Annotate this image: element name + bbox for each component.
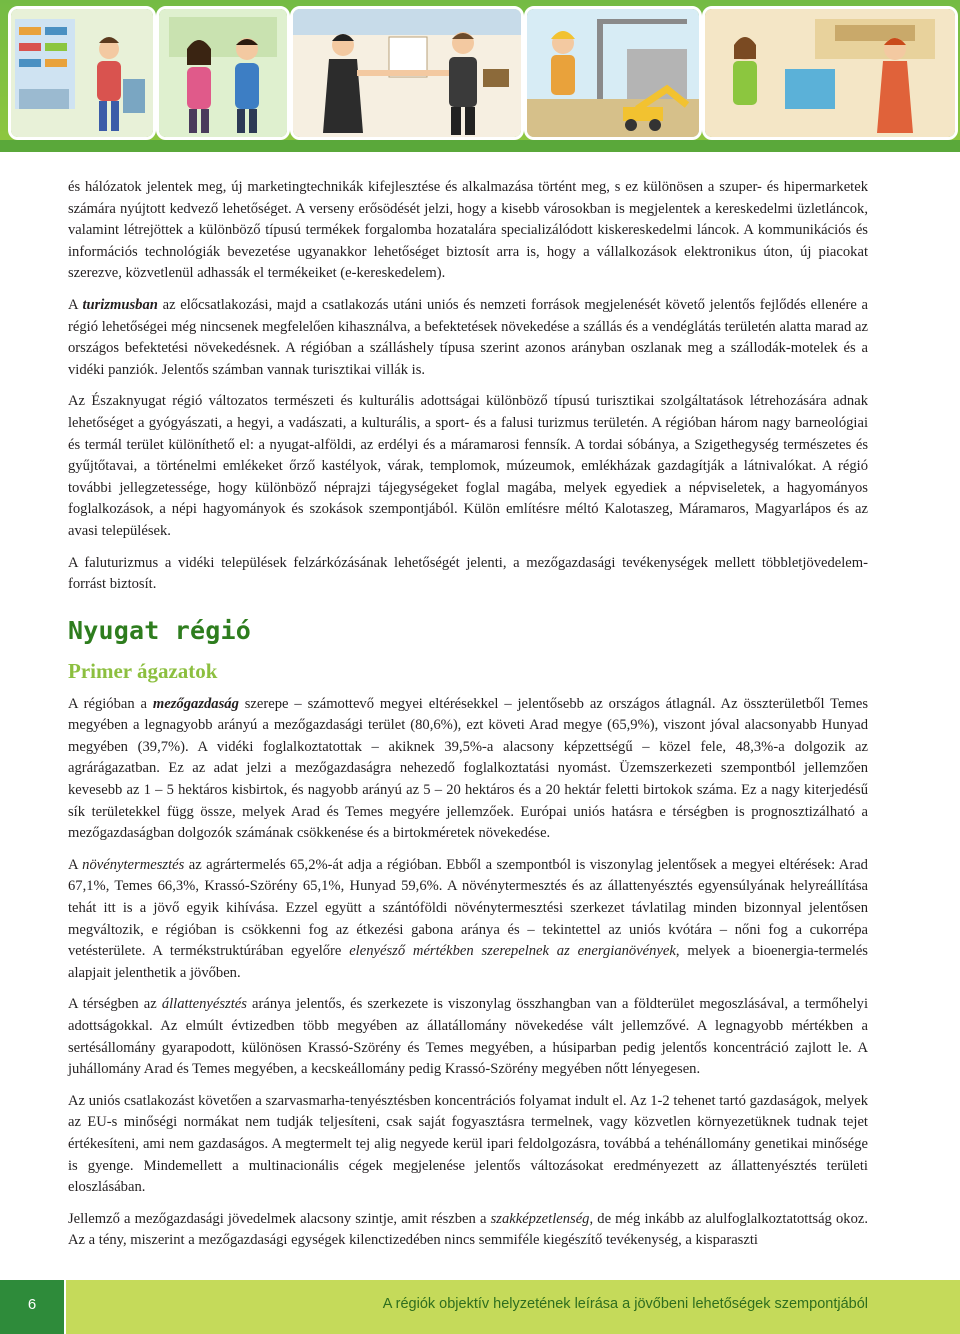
text-span: A (68, 296, 83, 313)
business-panel-illustration (290, 6, 524, 140)
term-energianovenyek: elenyésző mértékben szerepelnek az energianövények (349, 943, 676, 960)
term-novenytermesztes: növénytermesztés (82, 856, 185, 873)
construction-panel-illustration (524, 6, 702, 140)
construction-site-icon (527, 9, 699, 137)
shop-scene-icon (11, 9, 153, 137)
paragraph-commerce: és hálózatok jelentek meg, új marketingtechnikák kifejlesztése és alkalmazása történt meg, s ez különösen a szuper- és hipermarketek számára nyújtott kedvező lehetőséget. A verseny erősödését jelzi, hogy a kisebb városokban is megjelentek a kereskedelmi üzletláncok, valamint létrejöttek a különböző típusú termékek forgalomba hozatalára specializálódott kiskereskedelmi láncok. A kommunikációs és információs technológiák bevezetése ugyanakkor lehetőséget biztosít arra is, hogy a vállalkozások elektronikus úton, új piacokat szerezve, közvetlenül adhassák el termékeiket (e-kereskedelem). (68, 179, 868, 282)
header-illustration (0, 0, 960, 140)
text-span: az agrártermelés 65,2%-át adja a régióban. Ebből a szempontból is viszonylag jelentősek a megyei eltérések: Arad 67,1%, Temes 66,3%, Krassó-Szörény 65,1%, Hunyad 59,6%. A növénytermesztés és az állattenyésztés egyensúlyának helyreállítása tehát itt is a jövő egyik kihívása. Ezzel együtt a szántóföldi növénytermesztési szerkezet távlatilag minden bizonnyal jelentősen megváltozik, e régióban is csökkenni fog az étkezési gabona aránya és – tekintettel az uniós kvótára – nőni fog a cukorrépa vetésterülete. A termékstruktúrában egyelőre (68, 856, 868, 960)
couple-scene-icon (159, 9, 287, 137)
text-span: , melyek a bioenergia-termelés alapjait jelenthetik a jövőben. (68, 943, 868, 981)
subsection-heading-primary: Primer ágazatok (68, 658, 218, 683)
term-turizmus: turizmusban (82, 296, 158, 313)
text-span: az előcsatlakozási, majd a csatlakozás utáni uniós és nemzeti források megjelenését követő jelentős fejlődés ellenére a régió lehetőségei még nincsenek megfelelően kihasználva, a befektetések növekedése a szállás és a vendéglátás területén alatta marad az országos befektetési növekedésnek. A régióban a szálláshely típusa szerint azonos arányban oszlanak meg a szállodák-motelek és a vidéki panziók. Jelentős számban vannak turisztikai villák is. (68, 296, 868, 378)
paragraph-cattle: Az uniós csatlakozást követően a szarvasmarha-tenyésztésben koncentrációs folyamat indult el. Az 1-2 tehenet tartó gazdaságok, melyek az EU-s minőségi normákat nem tudják teljesíteni, csak saját fogyasztásra termelnek, vagy közvetlen környezetüknek tudnak tejet értékesíteni, ami nem gazdaságos. A megtermelt tej alig negyede kerül ipari feldolgozásra, továbbá a tehénállomány genetikai minősége is gyenge. Mindemellett a multinacionális cégek megjelenése jelentős változásokat eredményezett az állattenyésztés területi eloszlásában. (68, 1092, 868, 1196)
couple-panel-illustration (156, 6, 290, 140)
text-span: , de még inkább az alulfoglalkoztatottság okoz. Az a tény, miszerint a mezőgazdasági egységek kilenctizedében nincs semmiféle kiegészítő tevékenység, a kisparaszti (68, 1210, 868, 1249)
page-number: 6 (27, 1296, 37, 1313)
paragraph-agriculture (68, 694, 868, 845)
shop-panel-illustration (8, 6, 156, 140)
term-allattenyesztes: állattenyésztés (161, 996, 247, 1013)
paragraph-income (68, 1209, 868, 1252)
paragraph-crop-production (68, 855, 868, 985)
salon-scene-icon (705, 9, 955, 137)
text-span: A régióban a (68, 695, 153, 712)
text-span: A (68, 856, 83, 873)
text-span: A térségben az (68, 996, 162, 1013)
term-mezogazdasag: mezőgazdaság (152, 695, 239, 712)
main-content (68, 177, 868, 1262)
footer-title: A régiók objektív helyzetének leírása a jövőbeni lehetőségek szempontjából (382, 1296, 868, 1312)
paragraph-tourism (68, 295, 868, 381)
salon-panel-illustration (702, 6, 958, 140)
paragraph-rural-tourism: A faluturizmus a vidéki települések felzárkózásának lehetőségét jelenti, a mezőgazdasági tevékenységek mellett többletjövedelem-forrást biztosít. (68, 554, 868, 593)
paragraph-livestock (68, 994, 868, 1080)
paragraph-northwest-region: Az Északnyugat régió változatos természeti és kulturális adottságai különböző típusú turisztikai szolgáltatások létrehozására adnak lehetőséget a gyógyászati, a hegyi, a vadászati, a kulturális, a sport- és a falusi turizmus területén. A régióban három nagy barneológiai és termál terület különíthető el: a nyugat-alföldi, az erdélyi és a máramarosi fennsík. A tordai sóbánya, a Szigethegység természetes és gyűjtőtavai, a történelmi emlékeket őrző kastélyok, várak, templomok, múzeumok, emlékházak gazdagítják a látnivalókat. A régió további jellegzetessége, hogy különböző néprajzi tájegységeket foglal magába, melyek egyediek a népviseletek, a hagyományos foglalkozások, a népi hagyományok és szokások szempontjából. Külön említésre méltó Kalotaszeg, Máramaros, Magyarlápos és az avasi települések. (68, 393, 868, 539)
text-span: Jellemző a mezőgazdasági jövedelmek alacsony szintje, amit részben a (68, 1210, 491, 1227)
business-handshake-icon (293, 9, 521, 137)
term-szakkepzetlenseg: szakképzetlenség (490, 1210, 590, 1227)
section-heading-region: Nyugat régió (68, 615, 252, 645)
text-span: szerepe – számottevő megyei eltérésekkel – jelentősebb az országos átlagnál. Az összterületből Temes megyében a legnagyobb arányú a mezőgazdasági terület (80,6%), ezt követi Arad megye (65,9%), viszont jóval alacsonyabb Hunyad megyében (39,7%). A vidéki foglalkoztatottak – akiknek 39,5%-a alacsony képzettségű – közel fele, 48,3%-a dolgozik az agrárágazatban. Ez az adat jelzi a mezőgazdaságra nehezedő foglalkoztatási nyomást. Üzemszerkezeti szempontból jellemzően kevesebb az 1 – 5 hektáros kisbirtok, és nagyobb arányú az 5 – 20 hektáros és a 20 hektár feletti birtokok száma. Ez a nagy kiterjedésű sík területekkel függ össze, melyek Arad és Temes megyére jellemzőek. Európai uniós hatásra e térségben is prognosztizálható a mezőgazdaságban dolgozók számának csökkenése és a birtokméretek növekedése. (68, 695, 868, 842)
text-span: aránya jelentős, és szerkezete is viszonylag összhangban van a földterület megoszlásával, a termőhelyi adottságokkal. Az elmúlt évtizedben több megyében az állatállomány növekedése vált jellemzővé. A legnagyobb mértékben a sertésállomány gyarapodott, különösen Krassó-Szörény és Temes megyében, a húsiparban pedig jelentős koncentráció zajlott le. A juhállomány Arad és Temes megyében, a kecskeállomány pedig Krassó-Szörény megyében nőtt lényegesen. (68, 996, 869, 1078)
